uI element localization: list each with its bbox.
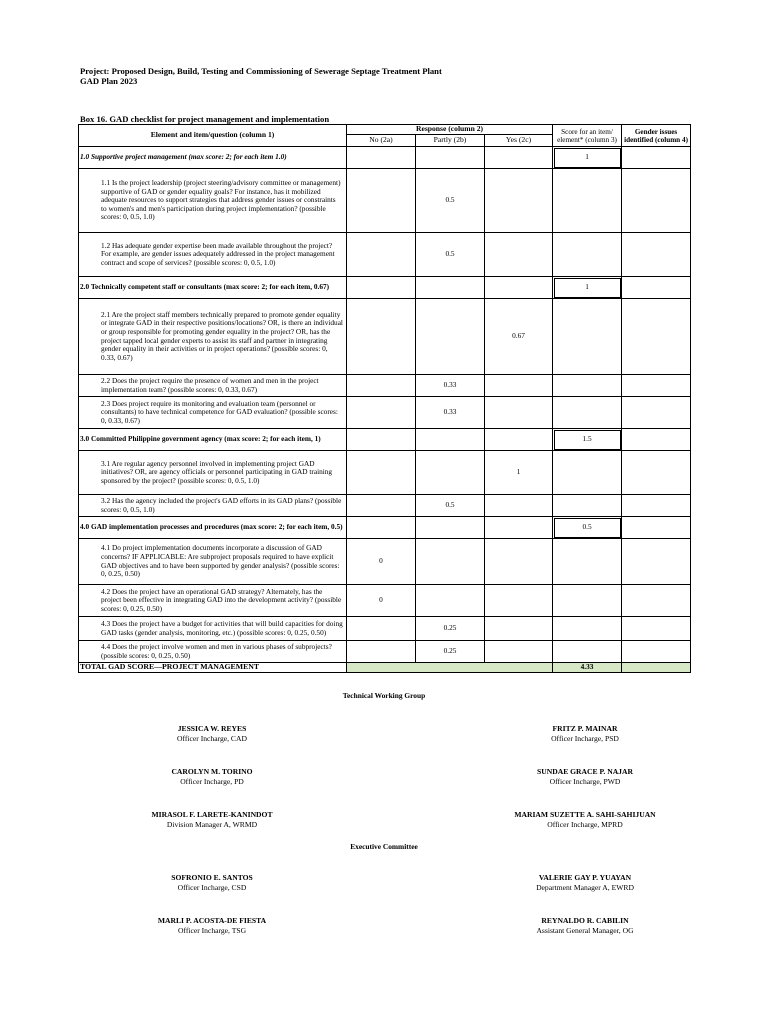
section-title: 3.0 Committed Philippine government agency (max score: 2; for each item, 1) — [79, 429, 347, 451]
cell-yes — [485, 397, 553, 429]
cell-gender-issues — [622, 233, 691, 277]
cell-partly: 0.5 — [416, 233, 485, 277]
signatory — [465, 724, 705, 744]
cell-no — [347, 617, 416, 641]
signatory-role: Officer Incharge, CAD — [177, 734, 247, 743]
cell-score — [553, 299, 622, 375]
cell-yes: 1 — [485, 451, 553, 495]
cell-no — [347, 233, 416, 277]
signatory-role: Officer Incharge, TSG — [177, 926, 247, 935]
col-element-header: Element and item/question (column 1) — [79, 125, 347, 147]
cell-no: 0 — [347, 539, 416, 585]
signatory-name: FRITZ P. MAINAR — [552, 724, 618, 733]
item-row — [79, 451, 691, 495]
cell-score — [553, 233, 622, 277]
total-response-cell — [347, 663, 553, 673]
signatory-name: VALERIE GAY P. YUAYAN — [538, 873, 632, 882]
project-title: Project: Proposed Design, Build, Testing and Commissioning of Sewerage Septage Treatment Plant — [80, 66, 442, 76]
cell-score — [553, 169, 622, 233]
signatory-name: SUNDAE GRACE P. NAJAR — [537, 767, 633, 776]
section-row — [79, 517, 691, 539]
cell-score: 1.5 — [553, 429, 622, 451]
signatory — [465, 810, 705, 830]
cell-no — [347, 375, 416, 397]
cell-gender-issues — [622, 429, 691, 451]
item-question: 1.2 Has adequate gender expertise been made available throughout the project? For example, are gender issues adequately addressed in the project management contract and scope of services? (possible scores: 0, 0.5, 1.0) — [79, 233, 347, 277]
cell-yes — [485, 641, 553, 663]
cell-no — [347, 169, 416, 233]
item-question: 4.2 Does the project have an operational GAD strategy? Alternately, has the project been effective in integrating GAD into the development activity? (possible scores: 0, 0.25, 0.50) — [79, 585, 347, 617]
cell-gender-issues — [622, 397, 691, 429]
plan-title: GAD Plan 2023 — [80, 76, 138, 86]
section-title: 4.0 GAD implementation processes and procedures (max score: 2; for each item, 0.5) — [79, 517, 347, 539]
cell-no — [347, 147, 416, 169]
col-response-header: Response (column 2) — [347, 125, 553, 135]
cell-score — [553, 495, 622, 517]
section-title: 1.0 Supportive project management (max score: 2; for each item 1.0) — [79, 147, 347, 169]
cell-partly: 0.5 — [416, 495, 485, 517]
cell-partly: 0.33 — [416, 397, 485, 429]
signatory-role: Assistant General Manager, OG — [536, 926, 634, 935]
section-row — [79, 277, 691, 299]
signatory — [92, 767, 332, 787]
cell-score: 1 — [553, 277, 622, 299]
cell-score — [553, 451, 622, 495]
cell-gender-issues — [622, 147, 691, 169]
item-row — [79, 169, 691, 233]
item-row — [79, 233, 691, 277]
cell-yes — [485, 585, 553, 617]
col-no-header: No (2a) — [347, 135, 416, 147]
cell-gender-issues — [622, 299, 691, 375]
section-title: 2.0 Technically competent staff or consultants (max score: 2; for each item, 0.67) — [79, 277, 347, 299]
cell-no — [347, 495, 416, 517]
cell-yes — [485, 429, 553, 451]
item-row — [79, 641, 691, 663]
signatory-role: Officer Incharge, MPRD — [547, 820, 623, 829]
cell-score — [553, 617, 622, 641]
cell-no — [347, 429, 416, 451]
cell-yes — [485, 539, 553, 585]
col-gender-header: Gender issues identified (column 4) — [622, 125, 691, 147]
cell-partly: 0.5 — [416, 169, 485, 233]
cell-partly — [416, 147, 485, 169]
cell-no — [347, 451, 416, 495]
cell-yes — [485, 375, 553, 397]
signatory-name: MARIAM SUZETTE A. SAHI-SAHIJUAN — [514, 810, 656, 819]
total-label: TOTAL GAD SCORE—PROJECT MANAGEMENT — [79, 663, 347, 673]
cell-partly — [416, 451, 485, 495]
cell-yes — [485, 277, 553, 299]
cell-score: 0.5 — [553, 517, 622, 539]
signatory-role: Department Manager A, EWRD — [536, 883, 634, 892]
total-gender-cell — [622, 663, 691, 673]
signatory — [92, 724, 332, 744]
item-question: 3.2 Has the agency included the project's GAD efforts in its GAD plans? (possible scores: 0, 0.5, 1.0) — [79, 495, 347, 517]
item-row — [79, 617, 691, 641]
section-row — [79, 147, 691, 169]
cell-partly — [416, 277, 485, 299]
cell-gender-issues — [622, 585, 691, 617]
twg-title: Technical Working Group — [342, 691, 426, 700]
col-partly-header: Partly (2b) — [416, 135, 485, 147]
cell-score: 1 — [553, 147, 622, 169]
signatory — [92, 873, 332, 893]
cell-partly — [416, 539, 485, 585]
item-question: 4.3 Does the project have a budget for activities that will build capacities for doing GAD tasks (gender analysis, monitoring, etc.) (possible scores: 0, 0.25, 0.50) — [79, 617, 347, 641]
total-score: 4.33 — [553, 663, 622, 673]
section-row — [79, 429, 691, 451]
cell-partly — [416, 585, 485, 617]
signatory — [465, 767, 705, 787]
signatory-name: MIRASOL F. LARETE-KANINDOT — [151, 810, 273, 819]
cell-partly: 0.33 — [416, 375, 485, 397]
signatory-name: JESSICA W. REYES — [177, 724, 247, 733]
cell-score — [553, 375, 622, 397]
cell-yes — [485, 233, 553, 277]
cell-no — [347, 277, 416, 299]
signatory-role: Officer Incharge, PWD — [549, 777, 621, 786]
item-question: 2.1 Are the project staff members technically prepared to promote gender equality or integrate GAD in their respective positions/locations? OR, is there an individual or group responsible for promoting gender equality in the project? OR, has the project tapped local gender experts to assist its staff and partner in integrating gender equality in their activities or in project operations? (possible scores: 0, 0.33, 0.67) — [79, 299, 347, 375]
cell-yes — [485, 147, 553, 169]
box-title: Box 16. GAD checklist for project management and implementation — [80, 114, 330, 124]
cell-gender-issues — [622, 517, 691, 539]
cell-score — [553, 539, 622, 585]
item-question: 4.4 Does the project involve women and men in various phases of subprojects? (possible scores: 0, 0.25, 0.50) — [79, 641, 347, 663]
signatory-role: Division Manager A, WRMD — [166, 820, 258, 829]
cell-gender-issues — [622, 617, 691, 641]
item-row — [79, 585, 691, 617]
gad-checklist-table — [78, 124, 691, 673]
item-question: 4.1 Do project implementation documents incorporate a discussion of GAD concerns? IF APPLICABLE: Are subproject proposals required to have explicit GAD objectives and to have been supported by gender analysis? (possible scores: 0, 0.25, 0.50) — [79, 539, 347, 585]
cell-no: 0 — [347, 585, 416, 617]
cell-no — [347, 299, 416, 375]
item-question: 2.2 Does the project require the presence of women and men in the project implementation team? (possible scores: 0, 0.33, 0.67) — [79, 375, 347, 397]
cell-partly — [416, 429, 485, 451]
item-row — [79, 375, 691, 397]
cell-yes — [485, 495, 553, 517]
cell-no — [347, 517, 416, 539]
cell-yes — [485, 517, 553, 539]
cell-score — [553, 641, 622, 663]
cell-gender-issues — [622, 641, 691, 663]
item-question: 3.1 Are regular agency personnel involved in implementing project GAD initiatives? OR, are agency officials or personnel participating in GAD training sponsored by the project? (possible scores: 0, 0.5, 1.0) — [79, 451, 347, 495]
cell-partly — [416, 517, 485, 539]
signatory-name: CAROLYN M. TORINO — [171, 767, 253, 776]
signatory-role: Officer Incharge, PSD — [551, 734, 619, 743]
cell-no — [347, 641, 416, 663]
signatory — [92, 810, 332, 830]
cell-yes — [485, 169, 553, 233]
item-row — [79, 539, 691, 585]
cell-partly — [416, 299, 485, 375]
item-question: 2.3 Does project require its monitoring and evaluation team (personnel or consultants) to have technical competence for GAD evaluation? (possible scores: 0, 0.33, 0.67) — [79, 397, 347, 429]
cell-partly: 0.25 — [416, 641, 485, 663]
col-score-header: Score for an item/ element* (column 3) — [553, 125, 622, 147]
item-row — [79, 495, 691, 517]
item-question: 1.1 Is the project leadership (project steering/advisory committee or management) supportive of GAD or gender equality goals? For instance, has it mobilized adequate resources to support strategies that address gender issues or constraints to women's and men's participation during project implementation? (possible scores: 0, 0.5, 1.0) — [79, 169, 347, 233]
cell-score — [553, 585, 622, 617]
item-row — [79, 299, 691, 375]
col-yes-header: Yes (2c) — [485, 135, 553, 147]
cell-yes — [485, 617, 553, 641]
signatory — [465, 873, 705, 893]
signatory-name: SOFRONIO E. SANTOS — [171, 873, 253, 882]
signatory-role: Officer Incharge, CSD — [177, 883, 247, 892]
cell-gender-issues — [622, 495, 691, 517]
cell-gender-issues — [622, 277, 691, 299]
signatory-name: MARLI P. ACOSTA-DE FIESTA — [157, 916, 267, 925]
cell-partly: 0.25 — [416, 617, 485, 641]
signatory — [465, 916, 705, 936]
cell-gender-issues — [622, 451, 691, 495]
cell-gender-issues — [622, 169, 691, 233]
cell-score — [553, 397, 622, 429]
cell-no — [347, 397, 416, 429]
cell-gender-issues — [622, 375, 691, 397]
exec-title: Executive Committee — [350, 842, 418, 851]
signatory — [92, 916, 332, 936]
cell-yes: 0.67 — [485, 299, 553, 375]
signatory-name: REYNALDO R. CABILIN — [541, 916, 629, 925]
item-row — [79, 397, 691, 429]
signatory-role: Officer Incharge, PD — [180, 777, 244, 786]
cell-gender-issues — [622, 539, 691, 585]
